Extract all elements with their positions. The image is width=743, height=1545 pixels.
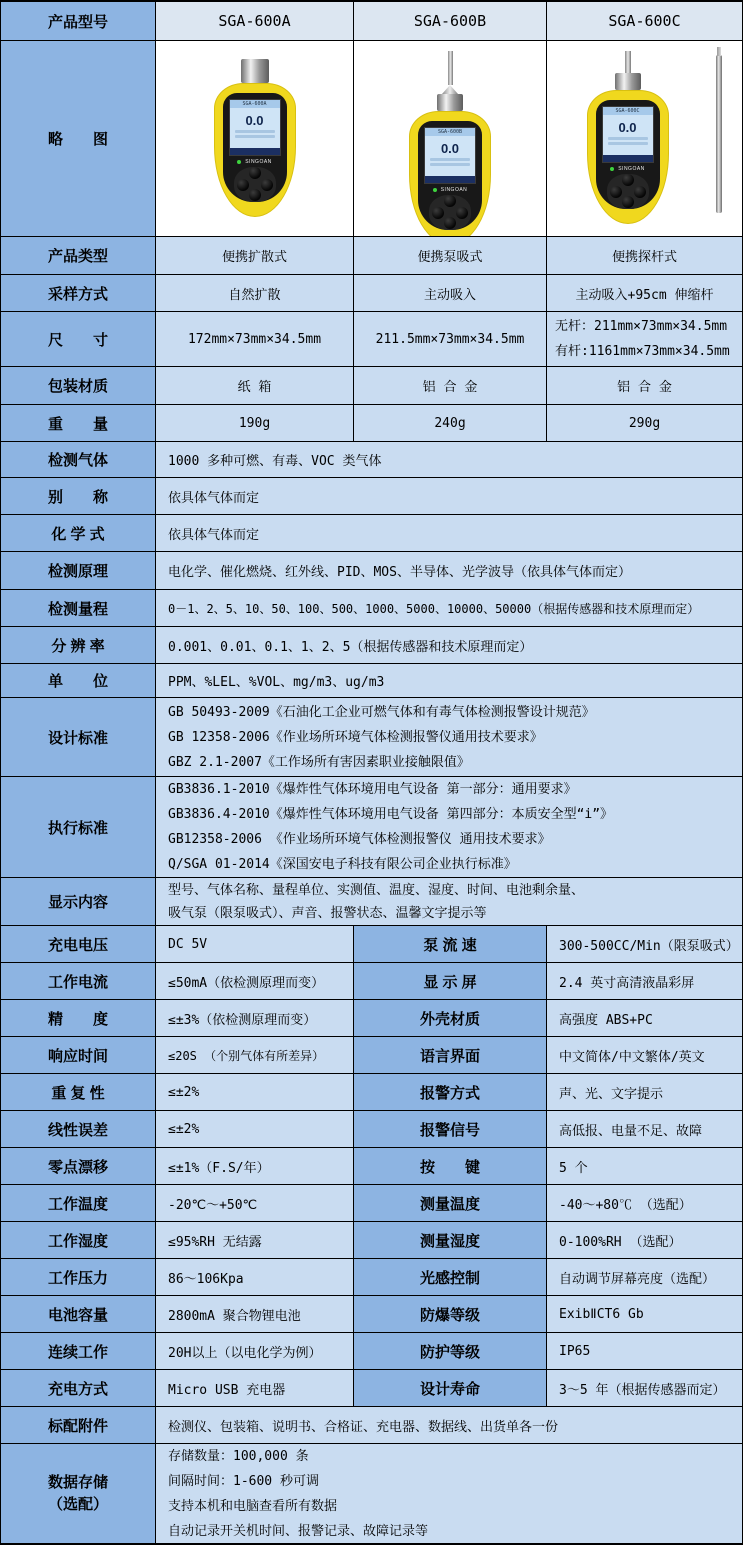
cell-value: 2.4 英寸高清液晶彩屏 — [547, 963, 742, 1000]
row-label: 按 键 — [354, 1148, 547, 1185]
table-row — [1, 1296, 742, 1333]
cell-value: ≤±2% — [156, 1111, 354, 1148]
keypad-button — [634, 186, 646, 198]
table-row — [1, 275, 742, 312]
keypad-button — [622, 196, 634, 208]
row-label: 检测原理 — [1, 552, 156, 590]
row-label: 报警方式 — [354, 1074, 547, 1111]
row-label-line: （选配） — [47, 1495, 108, 1513]
lcd-model-strip: SGA-600B — [425, 128, 475, 136]
row-label: 防爆等级 — [354, 1296, 547, 1333]
row-label: 产品类型 — [1, 237, 156, 275]
row-label: 显示内容 — [1, 878, 156, 926]
device-front-panel — [418, 121, 482, 230]
lcd-info-line — [430, 158, 470, 161]
row-label: 显 示 屏 — [354, 963, 547, 1000]
row-label: 精 度 — [1, 1000, 156, 1037]
lcd-screen — [229, 99, 281, 156]
row-label: 包装材质 — [1, 367, 156, 405]
standard-line: GB3836.4-2010《爆炸性气体环境用电气设备 第四部分：本质安全型“i”》 — [168, 807, 614, 822]
cell-value: ≤50mA（依检测原理而变） — [156, 963, 354, 1000]
product-photo-sga-600c — [547, 41, 742, 237]
cell-value: 便携探杆式 — [547, 237, 742, 275]
cell-value: 0.001、0.01、0.1、1、2、5（根据传感器和技术原理而定） — [156, 627, 742, 664]
lcd-info-line — [608, 142, 648, 145]
cell-value: 5 个 — [547, 1148, 742, 1185]
row-label: 充电电压 — [1, 926, 156, 963]
cell-value: 240g — [354, 405, 547, 442]
cell-value: 0－1、2、5、10、50、100、500、1000、5000、10000、50000（根据传感器和技术原理而定） — [156, 590, 742, 627]
row-label: 设计寿命 — [354, 1370, 547, 1407]
keypad-button — [249, 167, 261, 179]
cell-value: ExibⅡCT6 Gb — [547, 1296, 742, 1333]
sketch-row — [1, 41, 742, 237]
cell-value: 铝 合 金 — [547, 367, 742, 405]
cell-value — [156, 777, 742, 878]
device-body — [214, 83, 296, 217]
table-row — [1, 442, 742, 478]
cell-value: 高低报、电量不足、故障 — [547, 1111, 742, 1148]
device-pump — [405, 51, 495, 237]
power-led — [433, 188, 437, 192]
lcd-model-strip: SGA-600C — [603, 107, 653, 115]
cell-value: 2800mA 聚合物锂电池 — [156, 1296, 354, 1333]
storage-line: 支持本机和电脑查看所有数据 — [168, 1498, 338, 1514]
lcd-info-line — [235, 135, 275, 138]
content-line: 型号、气体名称、量程单位、实测值、温度、湿度、时间、电池剩余量、 — [168, 882, 585, 898]
cell-value: ≤95%RH 无结露 — [156, 1222, 354, 1259]
cell-value: -40～+80℃ （选配） — [547, 1185, 742, 1222]
row-label: 执行标准 — [1, 777, 156, 878]
cell-value: 便携扩散式 — [156, 237, 354, 275]
cell-value: 290g — [547, 405, 742, 442]
cell-value: IP65 — [547, 1333, 742, 1370]
display-content-row — [1, 878, 742, 926]
sensor-cap-icon — [241, 59, 269, 83]
execution-standards-row — [1, 777, 742, 878]
table-row — [1, 963, 742, 1000]
lcd-info-line — [430, 163, 470, 166]
keypad-button — [432, 207, 444, 219]
table-row — [1, 664, 742, 698]
lcd-reading: 0.0 — [440, 141, 460, 156]
cell-value: 声、光、文字提示 — [547, 1074, 742, 1111]
row-label: 测量温度 — [354, 1185, 547, 1222]
lcd-screen — [424, 127, 476, 184]
brand-row — [610, 166, 645, 172]
keypad — [429, 195, 471, 230]
cell-value: 3～5 年（根据传感器而定） — [547, 1370, 742, 1407]
header-row — [1, 2, 742, 41]
row-label: 电池容量 — [1, 1296, 156, 1333]
keypad — [607, 174, 649, 209]
row-label: 工作温度 — [1, 1185, 156, 1222]
row-label: 重 复 性 — [1, 1074, 156, 1111]
storage-line: 间隔时间：1-600 秒可调 — [168, 1473, 319, 1489]
cell-value: 检测仪、包装箱、说明书、合格证、充电器、数据线、出货单各一份 — [156, 1407, 742, 1444]
row-label: 测量湿度 — [354, 1222, 547, 1259]
row-label: 线性误差 — [1, 1111, 156, 1148]
accessories-row — [1, 1407, 742, 1444]
lcd-reading: 0.0 — [618, 120, 637, 135]
brand-label: SINGOAN — [245, 159, 272, 166]
power-led — [237, 160, 241, 164]
keypad-button — [249, 189, 261, 201]
row-label: 连续工作 — [1, 1333, 156, 1370]
cell-value: DC 5V — [156, 926, 354, 963]
row-label: 零点漂移 — [1, 1148, 156, 1185]
row-label: 分 辨 率 — [1, 627, 156, 664]
probe-cone-icon — [442, 85, 458, 94]
row-label: 重 量 — [1, 405, 156, 442]
row-label: 充电方式 — [1, 1370, 156, 1407]
brand-label: SINGOAN — [440, 187, 468, 194]
lcd-screen — [602, 106, 654, 163]
cell-value: 300-500CC/Min（限泵吸式） — [547, 926, 742, 963]
keypad-button — [237, 179, 249, 191]
standard-line: GB 50493-2009《石油化工企业可燃气体和有毒气体检测报警设计规范》 — [168, 704, 595, 720]
table-row — [1, 590, 742, 627]
brand-label: SINGOAN — [618, 166, 645, 173]
row-label: 别 称 — [1, 478, 156, 515]
lcd-status-bar — [230, 148, 280, 155]
row-label: 检测量程 — [1, 590, 156, 627]
cell-value: ≤±1%（F.S/年） — [156, 1148, 354, 1185]
cell-value: 铝 合 金 — [354, 367, 547, 405]
cell-value: 211.5mm×73mm×34.5mm — [354, 312, 547, 367]
standard-line: GB12358-2006 《作业场所环境气体检测报警仪 通用技术要求》 — [168, 832, 551, 847]
table-row — [1, 552, 742, 590]
standard-line: Q/SGA 01-2014《深国安电子科技有限公司企业执行标准》 — [168, 857, 517, 872]
device-probe — [583, 51, 673, 224]
cell-value — [156, 1444, 742, 1544]
row-label: 化 学 式 — [1, 515, 156, 552]
probe-rod-icon — [625, 51, 631, 73]
dimension-line: 有杆:1161mm×73mm×34.5mm — [555, 344, 730, 359]
row-label: 光感控制 — [354, 1259, 547, 1296]
lcd-model-strip: SGA-600A — [230, 100, 280, 108]
cell-value: 主动吸入 — [354, 275, 547, 312]
standard-line: GB3836.1-2010《爆炸性气体环境用电气设备 第一部分：通用要求》 — [168, 782, 577, 797]
table-row — [1, 1222, 742, 1259]
table-row — [1, 1185, 742, 1222]
row-label: 标配附件 — [1, 1407, 156, 1444]
row-label: 检测气体 — [1, 442, 156, 478]
table-row — [1, 1037, 742, 1074]
cell-value: 自动调节屏幕亮度（选配） — [547, 1259, 742, 1296]
cell-value: 自然扩散 — [156, 275, 354, 312]
brand-row — [433, 187, 468, 193]
lcd-info-line — [608, 137, 648, 140]
cell-value: 中文简体/中文繁体/英文 — [547, 1037, 742, 1074]
cell-value: 依具体气体而定 — [156, 478, 742, 515]
cell-value: 0-100%RH （选配） — [547, 1222, 742, 1259]
cell-value: -20℃～+50℃ — [156, 1185, 354, 1222]
row-label: 防护等级 — [354, 1333, 547, 1370]
row-label: 采样方式 — [1, 275, 156, 312]
cell-value — [156, 878, 742, 926]
lcd-reading: 0.0 — [245, 113, 264, 128]
content-line: 吸气泵（限泵吸式）、声音、报警状态、温馨文字提示等 — [168, 905, 487, 921]
cell-value: 190g — [156, 405, 354, 442]
keypad — [234, 167, 276, 202]
model-name-b: SGA-600B — [354, 2, 547, 41]
table-row — [1, 1111, 742, 1148]
device-body — [409, 111, 491, 237]
cell-value: ≤20S （个别气体有所差异） — [156, 1037, 354, 1074]
row-label — [1, 1444, 156, 1544]
row-label: 语言界面 — [354, 1037, 547, 1074]
keypad-button — [261, 179, 273, 191]
table-row — [1, 1148, 742, 1185]
table-row — [1, 1259, 742, 1296]
row-label: 外壳材质 — [354, 1000, 547, 1037]
table-row — [1, 312, 742, 367]
keypad-button — [444, 217, 456, 229]
cell-value — [156, 698, 742, 777]
row-label-line: 数据存储 — [47, 1473, 108, 1491]
row-label: 设计标准 — [1, 698, 156, 777]
model-name-a: SGA-600A — [156, 2, 354, 41]
cell-value — [547, 312, 742, 367]
cell-value: 86～106Kpa — [156, 1259, 354, 1296]
row-label: 单 位 — [1, 664, 156, 698]
header-label: 产品型号 — [1, 2, 156, 41]
table-row — [1, 627, 742, 664]
table-row — [1, 515, 742, 552]
cell-value: 20H以上（以电化学为例） — [156, 1333, 354, 1370]
table-row — [1, 1074, 742, 1111]
probe-rod-icon — [448, 51, 453, 85]
keypad-button — [444, 195, 456, 207]
brand-row — [237, 159, 272, 165]
table-row — [1, 1333, 742, 1370]
cell-value: ≤±2% — [156, 1074, 354, 1111]
table-row — [1, 1370, 742, 1407]
dimension-line: 无杆：211mm×73mm×34.5mm — [555, 319, 728, 334]
table-row — [1, 367, 742, 405]
storage-line: 存储数量：100,000 条 — [168, 1448, 309, 1464]
lcd-status-bar — [425, 176, 475, 183]
keypad-button — [456, 207, 468, 219]
cell-value: 便携泵吸式 — [354, 237, 547, 275]
device-front-panel — [223, 93, 287, 202]
sensor-cap-icon — [437, 94, 463, 111]
storage-line: 自动记录开关机时间、报警记录、故障记录等 — [168, 1523, 429, 1539]
sensor-cap-icon — [615, 73, 641, 90]
table-row — [1, 926, 742, 963]
lcd-info-line — [235, 130, 275, 133]
device-front-panel — [596, 100, 660, 209]
cell-value: 纸 箱 — [156, 367, 354, 405]
cell-value: PPM、%LEL、%VOL、mg/m3、ug/m3 — [156, 664, 742, 698]
product-photo-sga-600a — [156, 41, 354, 237]
table-row — [1, 478, 742, 515]
standard-line: GBZ 2.1-2007《工作场所有害因素职业接触限值》 — [168, 754, 470, 770]
cell-value: 主动吸入+95cm 伸缩杆 — [547, 275, 742, 312]
cell-value: 1000 多种可燃、有毒、VOC 类气体 — [156, 442, 742, 478]
keypad-button — [610, 186, 622, 198]
cell-value: ≤±3%（依检测原理而变） — [156, 1000, 354, 1037]
standard-line: GB 12358-2006《作业场所环境气体检测报警仪通用技术要求》 — [168, 729, 543, 745]
telescopic-rod-icon — [716, 55, 722, 213]
cell-value: 172mm×73mm×34.5mm — [156, 312, 354, 367]
table-row — [1, 237, 742, 275]
product-photo-sga-600b — [354, 41, 547, 237]
power-led — [610, 167, 614, 171]
sketch-label: 略 图 — [1, 41, 156, 237]
row-label: 工作电流 — [1, 963, 156, 1000]
cell-value: 电化学、催化燃烧、红外线、PID、MOS、半导体、光学波导（依具体气体而定） — [156, 552, 742, 590]
data-storage-row — [1, 1444, 742, 1544]
lcd-status-bar — [603, 155, 653, 162]
cell-value: 高强度 ABS+PC — [547, 1000, 742, 1037]
design-standards-row — [1, 698, 742, 777]
cell-value: Micro USB 充电器 — [156, 1370, 354, 1407]
row-label: 尺 寸 — [1, 312, 156, 367]
row-label: 工作压力 — [1, 1259, 156, 1296]
device-diffusion — [210, 59, 300, 217]
table-row — [1, 405, 742, 442]
keypad-button — [622, 174, 634, 186]
cell-value: 依具体气体而定 — [156, 515, 742, 552]
table-row — [1, 1000, 742, 1037]
model-name-c: SGA-600C — [547, 2, 742, 41]
row-label: 报警信号 — [354, 1111, 547, 1148]
device-body — [587, 90, 669, 224]
row-label: 工作湿度 — [1, 1222, 156, 1259]
row-label: 泵 流 速 — [354, 926, 547, 963]
row-label: 响应时间 — [1, 1037, 156, 1074]
